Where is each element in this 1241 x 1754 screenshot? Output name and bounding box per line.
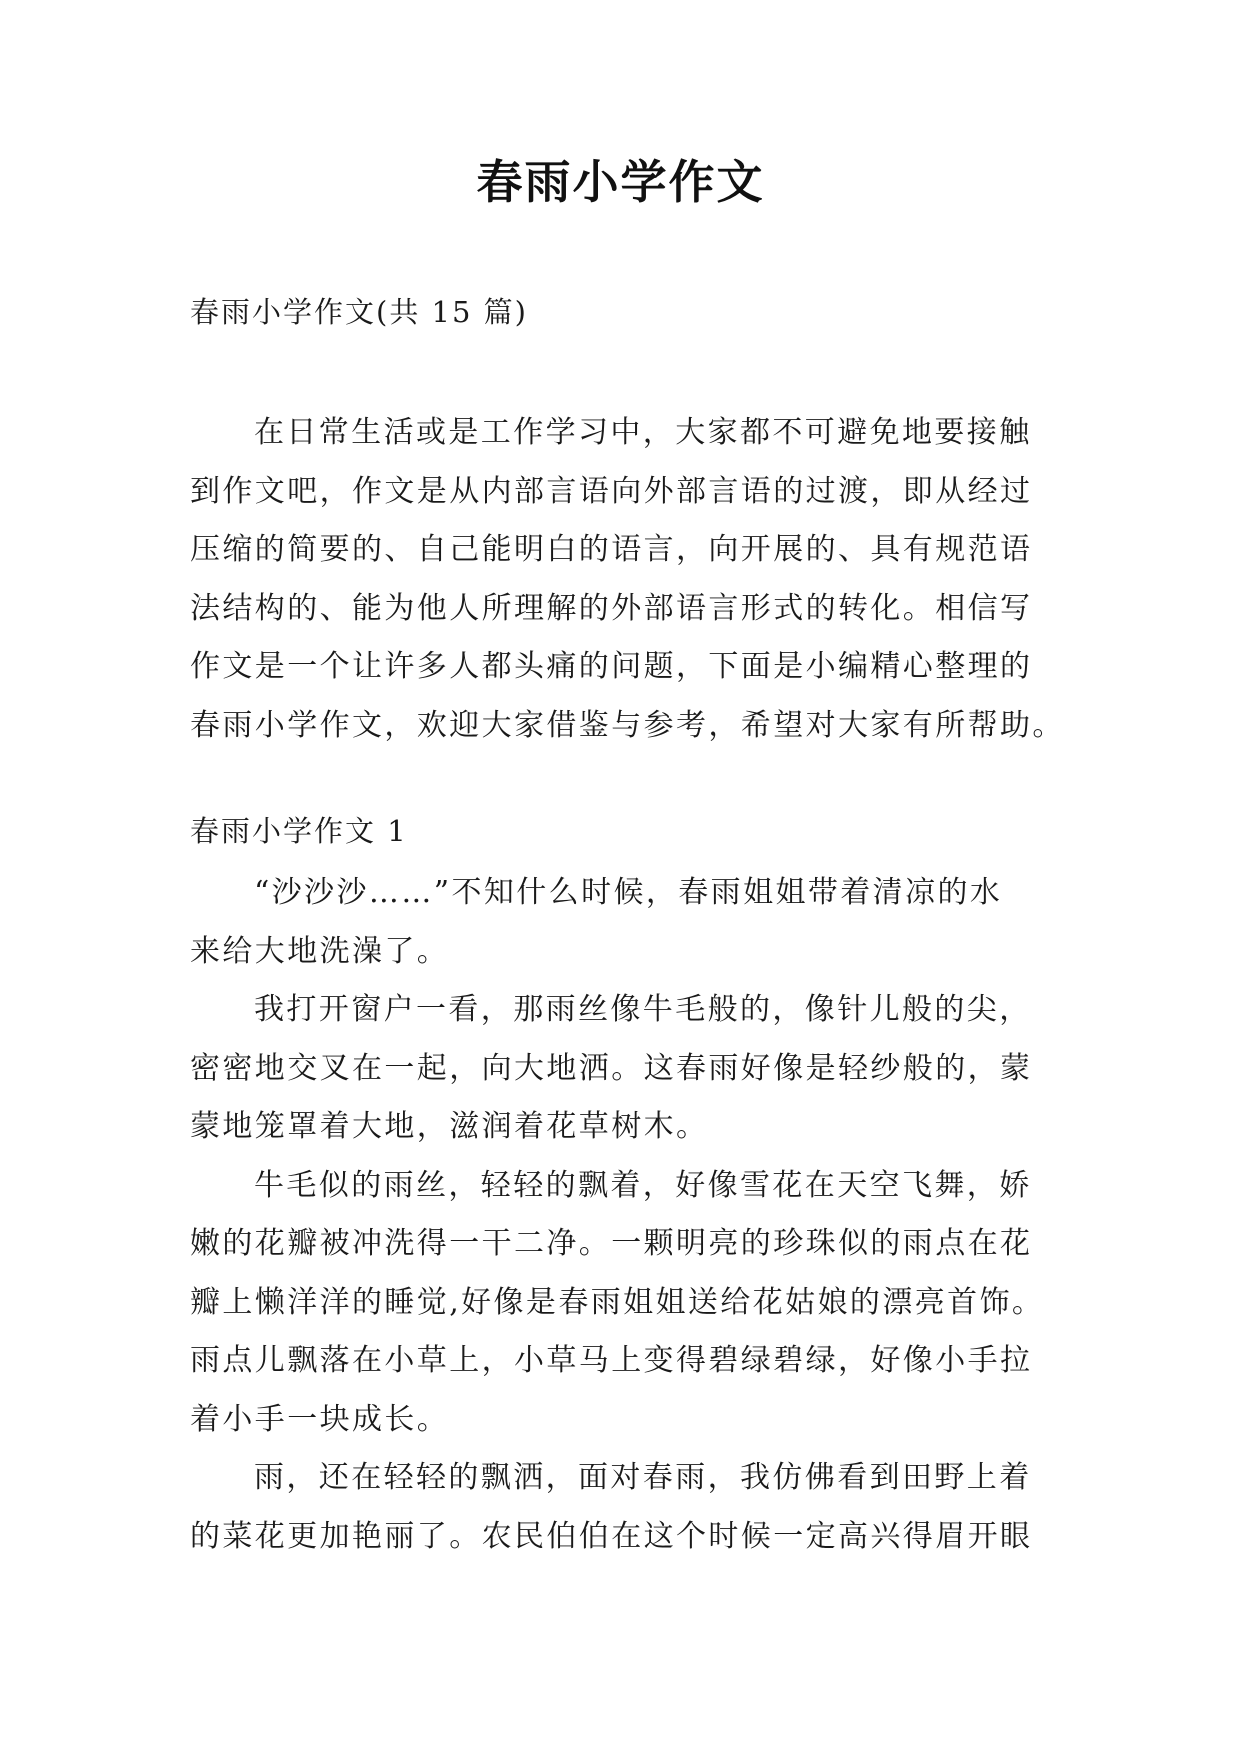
essay-line: “沙沙沙……”不知什么时候，春雨姐姐带着清凉的水 [254,875,1003,910]
essay-line: 蒙地笼罩着大地，滋润着花草树木。 [190,1109,709,1144]
essay-line: 嫩的花瓣被冲洗得一干二净。一颗明亮的珍珠似的雨点在花 [190,1226,1033,1261]
intro-line: 压缩的简要的、自己能明白的语言，向开展的、具有规范语 [190,532,1033,567]
page-title: 春雨小学作文 [476,155,765,209]
intro-paragraph [190,404,1065,755]
essay-paragraph [190,1449,1058,1566]
essay-line: 雨，还在轻轻的飘洒，面对春雨，我仿佛看到田野上着 [254,1460,1032,1495]
essay-line: 瓣上懒洋洋的睡觉,好像是春雨姐姐送给花姑娘的漂亮首饰。 [190,1284,1045,1320]
essay-line: 着小手一块成长。 [190,1401,450,1437]
essay-line: 来给大地洗澡了。 [190,933,450,969]
intro-line: 到作文吧，作文是从内部言语向外部言语的过渡，即从经过 [190,473,1033,509]
essay-line: 我打开窗户一看，那雨丝像牛毛般的，像针儿般的尖， [254,992,1032,1027]
intro-line: 在日常生活或是工作学习中，大家都不可避免地要接触 [254,415,1032,450]
intro-line: 法结构的、能为他人所理解的外部语言形式的转化。相信写 [190,590,1033,626]
document-subtitle: 春雨小学作文(共 15 篇) [190,295,528,329]
essay-line: 的菜花更加艳丽了。农民伯伯在这个时候一定高兴得眉开眼 [190,1518,1033,1554]
essay-body [190,864,1058,1566]
essay-line: 密密地交叉在一起，向大地洒。这春雨好像是轻纱般的，蒙 [190,1050,1033,1086]
essay-paragraph [190,864,1058,981]
section-heading: 春雨小学作文 1 [190,814,408,848]
intro-line: 作文是一个让许多人都头痛的问题，下面是小编精心整理的 [190,649,1033,684]
intro-line: 春雨小学作文，欢迎大家借鉴与参考，希望对大家有所帮助。 [190,707,1065,743]
essay-paragraph [190,981,1058,1157]
essay-line: 牛毛似的雨丝，轻轻的飘着，好像雪花在天空飞舞，娇 [254,1167,1032,1203]
essay-line: 雨点儿飘落在小草上，小草马上变得碧绿碧绿，好像小手拉 [190,1343,1033,1378]
essay-paragraph [190,1157,1058,1450]
